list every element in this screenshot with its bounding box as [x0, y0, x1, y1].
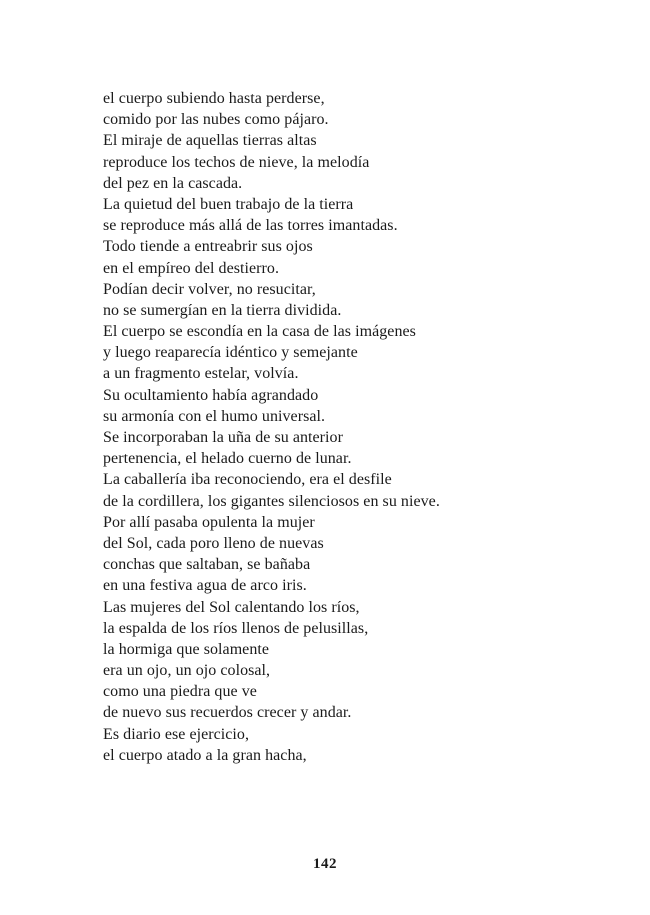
poem-line: conchas que saltaban, se bañaba: [103, 556, 311, 574]
poem-line: no se sumergían en la tierra dividida.: [103, 301, 342, 319]
poem-text: [103, 88, 543, 766]
poem-line: la espalda de los ríos llenos de pelusillas,: [103, 619, 369, 637]
poem-line: El cuerpo se escondía en la casa de las imágenes: [103, 323, 416, 341]
poem-line: su armonía con el humo universal.: [103, 407, 326, 425]
poem-line: La caballería iba reconociendo, era el desfile: [103, 471, 392, 489]
poem-line: pertenencia, el helado cuerno de lunar.: [103, 450, 352, 468]
poem-line: Podían decir volver, no resucitar,: [103, 280, 316, 298]
poem-line: Todo tiende a entreabrir sus ojos: [103, 238, 313, 256]
poem-line: de nuevo sus recuerdos crecer y andar.: [103, 704, 352, 722]
page-number: 142: [313, 856, 337, 872]
poem-line: como una piedra que ve: [103, 683, 257, 701]
poem-line: Es diario ese ejercicio,: [103, 725, 250, 743]
poem-line: Por allí pasaba opulenta la mujer: [103, 513, 315, 531]
poem-line: Se incorporaban la uña de su anterior: [103, 429, 343, 446]
poem-line: Su ocultamiento había agrandado: [103, 386, 319, 404]
poem-line: era un ojo, un ojo colosal,: [103, 662, 271, 680]
poem-line: del pez en la cascada.: [103, 174, 243, 192]
poem-line: reproduce los techos de nieve, la melodía: [103, 153, 370, 171]
poem-line: en el empíreo del destierro.: [103, 259, 279, 277]
poem-line: el cuerpo subiendo hasta perderse,: [103, 90, 325, 107]
poem-line: de la cordillera, los gigantes silenciosos en su nieve.: [103, 492, 440, 510]
poem-line: en una festiva agua de arco iris.: [103, 577, 307, 595]
poem-line: comido por las nubes como pájaro.: [103, 111, 329, 129]
poem-line: a un fragmento estelar, volvía.: [103, 365, 299, 383]
poem-line: y luego reaparecía idéntico y semejante: [103, 344, 358, 362]
poem-line: se reproduce más allá de las torres imantadas.: [103, 217, 398, 235]
poem-line: Las mujeres del Sol calentando los ríos,: [103, 598, 360, 616]
poem-line: la hormiga que solamente: [103, 640, 270, 658]
poem-line: del Sol, cada poro lleno de nuevas: [103, 534, 324, 552]
poem-line: El miraje de aquellas tierras altas: [103, 132, 317, 150]
poem-line: el cuerpo atado a la gran hacha,: [103, 746, 307, 764]
poem-line: La quietud del buen trabajo de la tierra: [103, 195, 354, 213]
